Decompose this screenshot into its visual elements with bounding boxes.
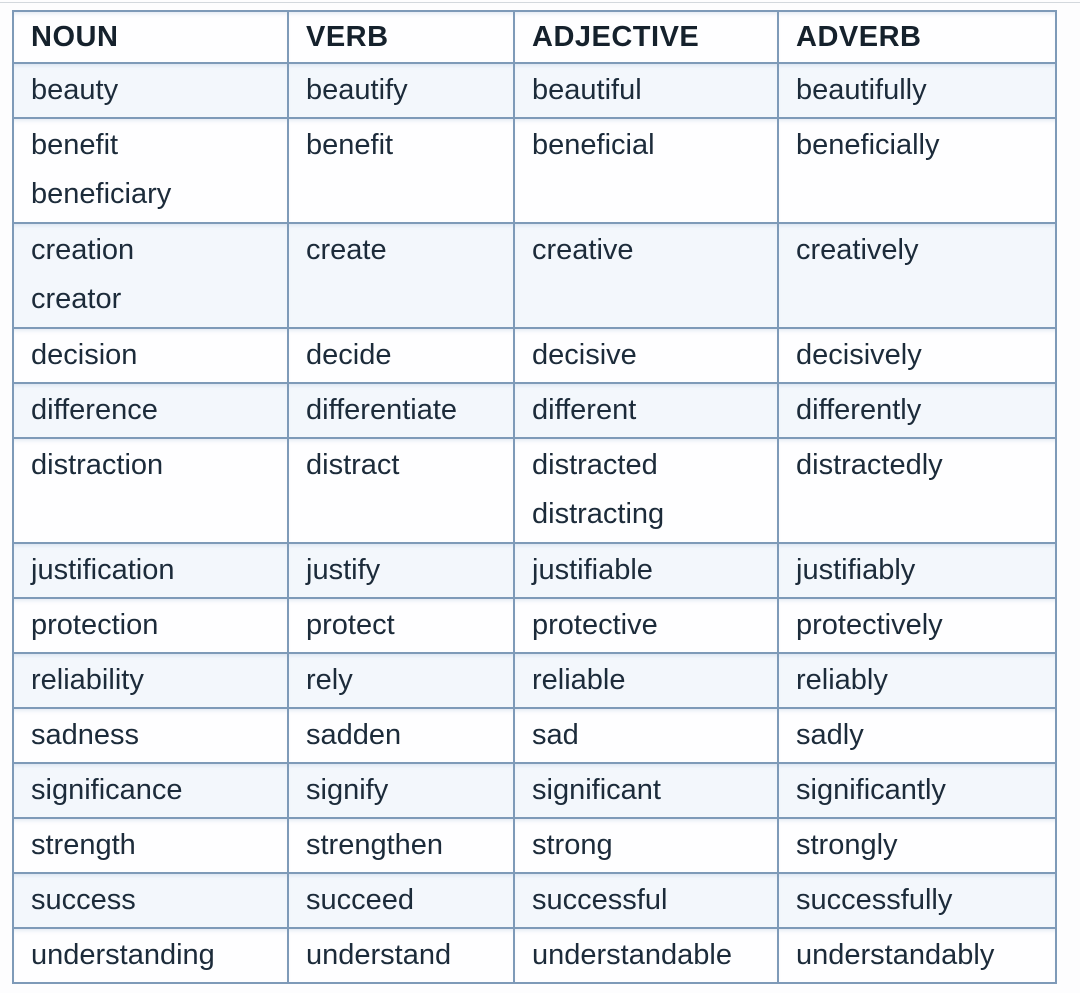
table-cell <box>514 118 778 223</box>
word: signify <box>306 774 389 806</box>
table-row <box>13 438 1056 543</box>
table-cell <box>288 708 514 763</box>
word: reliably <box>796 664 888 696</box>
word: different <box>532 394 637 426</box>
table-cell <box>778 328 1056 383</box>
word: protect <box>306 609 395 641</box>
table-cell <box>13 928 288 983</box>
table-cell <box>288 873 514 928</box>
table-row <box>13 818 1056 873</box>
table-cell <box>778 763 1056 818</box>
word: successfully <box>796 884 953 916</box>
word: sad <box>532 719 579 751</box>
table-cell <box>778 383 1056 438</box>
word: successful <box>532 884 668 916</box>
table-cell <box>514 223 778 328</box>
table-cell <box>514 763 778 818</box>
table-row <box>13 383 1056 438</box>
table-cell <box>778 928 1056 983</box>
table-cell <box>288 383 514 438</box>
word: beneficially <box>796 129 940 161</box>
word: justify <box>306 554 381 586</box>
table-cell <box>13 438 288 543</box>
word: create <box>306 234 387 266</box>
table-cell <box>288 118 514 223</box>
word: reliable <box>532 664 626 696</box>
column-header-adjective: ADJECTIVE <box>514 11 778 63</box>
word: benefit <box>31 129 119 161</box>
word: protective <box>532 609 658 641</box>
table-cell <box>13 763 288 818</box>
word: beneficiary <box>31 178 172 210</box>
table-cell <box>13 383 288 438</box>
table-cell <box>288 328 514 383</box>
table-row <box>13 873 1056 928</box>
table-cell <box>288 928 514 983</box>
table-row <box>13 653 1056 708</box>
table-cell <box>288 818 514 873</box>
word: creator <box>31 283 122 315</box>
table-cell <box>514 818 778 873</box>
word: creation <box>31 234 135 266</box>
table-row <box>13 118 1056 223</box>
table-row <box>13 223 1056 328</box>
table-cell <box>288 598 514 653</box>
word: protectively <box>796 609 943 641</box>
word: benefit <box>306 129 394 161</box>
table-cell <box>778 543 1056 598</box>
word: sadness <box>31 719 140 751</box>
table-cell <box>13 63 288 118</box>
table-cell <box>288 438 514 543</box>
table-cell <box>13 818 288 873</box>
table-cell <box>514 928 778 983</box>
table-cell <box>13 328 288 383</box>
table-cell <box>288 653 514 708</box>
table-cell <box>778 818 1056 873</box>
word: beautify <box>306 74 408 106</box>
table-row <box>13 928 1056 983</box>
table-cell <box>288 223 514 328</box>
word: understandably <box>796 939 995 971</box>
word: distracting <box>532 498 665 530</box>
table-cell <box>514 543 778 598</box>
table-cell <box>778 63 1056 118</box>
word: strong <box>532 829 613 861</box>
word: decision <box>31 339 138 371</box>
table-cell <box>13 543 288 598</box>
word: success <box>31 884 136 916</box>
table-cell <box>514 438 778 543</box>
top-divider-line <box>0 2 1080 3</box>
table-cell <box>514 708 778 763</box>
word: succeed <box>306 884 415 916</box>
word: sadden <box>306 719 402 751</box>
table-cell <box>514 383 778 438</box>
word: understand <box>306 939 452 971</box>
word: distractedly <box>796 449 943 481</box>
table-cell <box>778 598 1056 653</box>
word: protection <box>31 609 159 641</box>
column-header-verb: VERB <box>288 11 514 63</box>
word: significance <box>31 774 183 806</box>
word: strongly <box>796 829 898 861</box>
table-cell <box>288 63 514 118</box>
word: distract <box>306 449 400 481</box>
column-header-adverb: ADVERB <box>778 11 1056 63</box>
word: decisively <box>796 339 922 371</box>
word: significant <box>532 774 661 806</box>
word: distraction <box>31 449 164 481</box>
table-cell <box>514 328 778 383</box>
table-cell <box>13 118 288 223</box>
word: rely <box>306 664 353 696</box>
word: sadly <box>796 719 864 751</box>
table-cell <box>514 598 778 653</box>
table-cell <box>288 543 514 598</box>
word: strength <box>31 829 136 861</box>
word: reliability <box>31 664 144 696</box>
word: justifiable <box>532 554 653 586</box>
word: significantly <box>796 774 946 806</box>
table-row <box>13 328 1056 383</box>
word: understanding <box>31 939 215 971</box>
word: creatively <box>796 234 919 266</box>
table-cell <box>778 118 1056 223</box>
table-cell <box>288 763 514 818</box>
word: beautifully <box>796 74 927 106</box>
table-cell <box>778 438 1056 543</box>
column-header-noun: NOUN <box>13 11 288 63</box>
word: strengthen <box>306 829 444 861</box>
word: creative <box>532 234 634 266</box>
table-row <box>13 708 1056 763</box>
word: distracted <box>532 449 658 481</box>
word: justifiably <box>796 554 916 586</box>
word: decide <box>306 339 392 371</box>
table-body <box>13 63 1056 983</box>
table-cell <box>778 653 1056 708</box>
word: understandable <box>532 939 732 971</box>
table-row <box>13 598 1056 653</box>
table-cell <box>778 223 1056 328</box>
table-cell <box>514 63 778 118</box>
table-header-row <box>13 11 1056 63</box>
table-cell <box>13 598 288 653</box>
table-cell <box>514 653 778 708</box>
word-forms-table <box>12 10 1057 984</box>
word: difference <box>31 394 158 426</box>
word: beautiful <box>532 74 642 106</box>
table-row <box>13 543 1056 598</box>
table-cell <box>514 873 778 928</box>
table-row <box>13 63 1056 118</box>
word: beauty <box>31 74 119 106</box>
word: justification <box>31 554 175 586</box>
table-cell <box>13 708 288 763</box>
word: decisive <box>532 339 637 371</box>
word: beneficial <box>532 129 655 161</box>
word: differentiate <box>306 394 458 426</box>
table-cell <box>778 873 1056 928</box>
table-cell <box>13 223 288 328</box>
table-cell <box>13 873 288 928</box>
word: differently <box>796 394 922 426</box>
table-row <box>13 763 1056 818</box>
table-cell <box>13 653 288 708</box>
table-cell <box>778 708 1056 763</box>
